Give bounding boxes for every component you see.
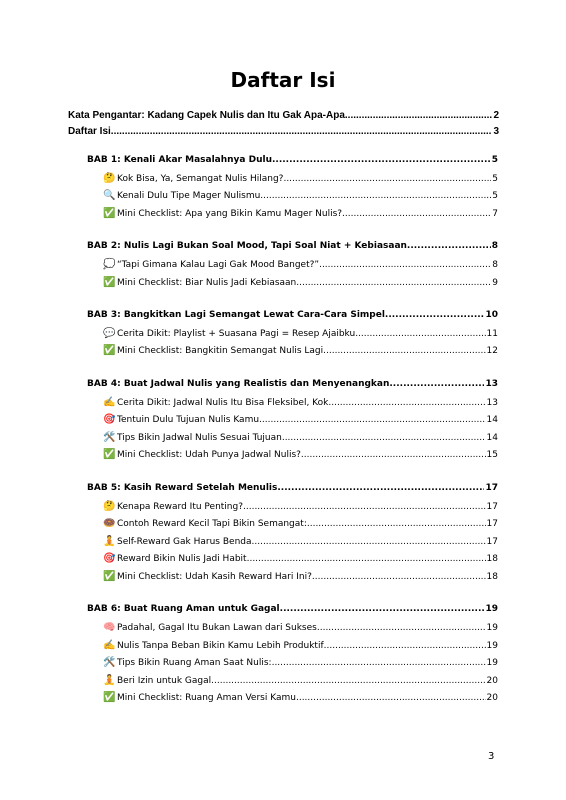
entry-page-number: 3 [493, 126, 499, 137]
entry-label: BAB 4: Buat Jadwal Nulis yang Realistis dan Menyenangkan [87, 378, 390, 389]
entry-page-number: 12 [486, 346, 498, 357]
entry-label: Daftar Isi [68, 126, 111, 137]
entry-label: Tentuin Dulu Tujuan Nulis Kamu [117, 415, 260, 426]
dot-leader [272, 152, 491, 170]
entry-icon: ✅ [103, 207, 116, 219]
dot-leader [280, 601, 485, 619]
entry-label: Tips Bikin Ruang Aman Saat Nulis: [117, 658, 272, 669]
page-number: 3 [488, 751, 495, 762]
entry-page-number: 5 [492, 173, 498, 184]
dot-leader [301, 447, 486, 464]
entry-page-number: 8 [491, 241, 498, 252]
dot-leader [243, 499, 486, 516]
chapter-subentry[interactable] [87, 498, 498, 516]
dot-leader [252, 534, 486, 551]
dot-leader [260, 188, 491, 205]
chapter-subentry[interactable] [87, 637, 498, 655]
entry-icon: 🤔 [103, 500, 116, 512]
dot-leader [312, 569, 486, 586]
dot-leader [282, 430, 486, 447]
entry-label: Self-Reward Gak Harus Benda [117, 536, 252, 547]
entry-label: BAB 6: Buat Ruang Aman untuk Gagal [87, 604, 280, 615]
chapter-subentry[interactable] [87, 429, 498, 447]
entry-page-number: 18 [486, 554, 498, 565]
dot-leader [317, 620, 486, 637]
chapter-list [87, 152, 498, 723]
entry-icon: ✅ [103, 449, 116, 461]
entry-page-number: 7 [492, 208, 498, 219]
dot-leader [247, 551, 486, 568]
entry-label: Mini Checklist: Udah Kasih Reward Hari Ini? [117, 571, 312, 582]
entry-label: Mini Checklist: Biar Nulis Jadi Kebiasaan [117, 277, 297, 288]
chapter-block [87, 152, 498, 222]
chapter-subentry[interactable] [87, 394, 498, 412]
chapter-subentry[interactable] [87, 411, 498, 429]
toc-front-entry[interactable] [68, 108, 499, 124]
chapter-subentry[interactable] [87, 533, 498, 551]
chapter-subentry[interactable] [87, 274, 498, 292]
entry-icon: ✅ [103, 345, 116, 357]
dot-leader [355, 326, 485, 343]
front-matter-list [68, 108, 499, 140]
entry-page-number: 11 [486, 328, 498, 339]
entry-icon: 🍩 [103, 518, 116, 530]
chapter-heading[interactable] [87, 152, 498, 170]
entry-label: Nulis Tanpa Beban Bikin Kamu Lebih Produktif [117, 640, 324, 651]
dot-leader [277, 480, 484, 498]
entry-page-number: 2 [493, 110, 499, 121]
dot-leader [345, 108, 493, 124]
chapter-subentry[interactable] [87, 689, 498, 707]
entry-icon: 🎯 [103, 414, 116, 426]
entry-label: Kok Bisa, Ya, Semangat Nulis Hilang? [117, 173, 284, 184]
chapter-heading[interactable] [87, 238, 498, 256]
entry-label: Beri Izin untuk Gagal [117, 675, 212, 686]
dot-leader [385, 307, 485, 325]
entry-page-number: 15 [486, 450, 498, 461]
dot-leader [283, 171, 491, 188]
dot-leader [407, 238, 491, 256]
entry-page-number: 14 [486, 432, 498, 443]
entry-label: BAB 3: Bangkitkan Lagi Semangat Lewat Cara-Cara Simpel [87, 310, 385, 321]
dot-leader [307, 516, 486, 533]
entry-page-number: 19 [485, 604, 498, 615]
dot-leader [259, 412, 486, 429]
entry-label: “Tapi Gimana Kalau Lagi Gak Mood Banget?” [117, 259, 320, 270]
entry-page-number: 5 [491, 155, 498, 165]
chapter-subentry[interactable] [87, 256, 498, 274]
entry-icon: ✅ [103, 570, 116, 582]
dot-leader [328, 395, 485, 412]
entry-page-number: 20 [486, 675, 498, 686]
dot-leader [323, 343, 485, 360]
chapter-subentry[interactable] [87, 205, 498, 223]
chapter-subentry[interactable] [87, 654, 498, 672]
entry-icon: ✅ [103, 276, 116, 288]
dot-leader [319, 257, 491, 274]
chapter-heading[interactable] [87, 307, 498, 325]
entry-label: Mini Checklist: Apa yang Bikin Kamu Mager Nulis? [117, 208, 343, 219]
dot-leader [324, 638, 486, 655]
chapter-heading[interactable] [87, 601, 498, 619]
entry-label: Cerita Dikit: Jadwal Nulis Itu Bisa Fleksibel, Kok [117, 397, 329, 408]
entry-icon: 🛠️ [103, 431, 116, 443]
chapter-block [87, 480, 498, 586]
chapter-block [87, 307, 498, 360]
dot-leader [211, 673, 485, 690]
entry-page-number: 18 [486, 571, 498, 582]
entry-page-number: 14 [486, 415, 498, 426]
entry-label: Mini Checklist: Udah Punya Jadwal Nulis? [117, 450, 301, 461]
chapter-subentry[interactable] [87, 619, 498, 637]
chapter-subentry[interactable] [87, 515, 498, 533]
entry-icon: 💭 [103, 258, 116, 270]
entry-page-number: 17 [486, 536, 498, 547]
entry-page-number: 17 [486, 501, 498, 512]
entry-page-number: 19 [486, 623, 498, 634]
dot-leader [342, 206, 491, 223]
entry-icon: ✅ [103, 692, 116, 704]
entry-page-number: 10 [485, 310, 498, 321]
chapter-subentry[interactable] [87, 325, 498, 343]
entry-label: BAB 5: Kasih Reward Setelah Menulis [87, 482, 278, 493]
entry-page-number: 5 [492, 191, 498, 202]
entry-icon: 🤔 [103, 172, 116, 184]
entry-page-number: 17 [485, 482, 498, 493]
entry-label: Contoh Reward Kecil Tapi Bikin Semangat: [117, 519, 307, 530]
entry-label: Kata Pengantar: Kadang Capek Nulis dan Itu Gak Apa-Apa [68, 110, 345, 121]
entry-page-number: 17 [486, 519, 498, 530]
chapter-block [87, 376, 498, 464]
chapter-subentry[interactable] [87, 170, 498, 188]
entry-label: Cerita Dikit: Playlist + Suasana Pagi = Resep Ajaibku [117, 328, 356, 339]
entry-icon: 💬 [103, 327, 116, 339]
entry-label: Tips Bikin Jadwal Nulis Sesuai Tujuan [117, 432, 282, 443]
chapter-subentry[interactable] [87, 446, 498, 464]
entry-label: BAB 1: Kenali Akar Masalahnya Dulu [87, 155, 272, 165]
entry-label: BAB 2: Nulis Lagi Bukan Soal Mood, Tapi Soal Niat + Kebiasaan [87, 241, 407, 252]
entry-label: Mini Checklist: Ruang Aman Versi Kamu [117, 693, 296, 704]
entry-page-number: 20 [486, 693, 498, 704]
chapter-subentry[interactable] [87, 672, 498, 690]
chapter-block [87, 238, 498, 291]
chapter-block [87, 601, 498, 707]
entry-icon: 🎯 [103, 553, 116, 565]
entry-icon: ✍️ [103, 639, 116, 651]
entry-page-number: 13 [485, 378, 498, 389]
entry-page-number: 19 [486, 640, 498, 651]
entry-page-number: 13 [486, 397, 498, 408]
entry-page-number: 19 [486, 658, 498, 669]
chapter-subentry[interactable] [87, 550, 498, 568]
entry-icon: ✍️ [103, 396, 116, 408]
entry-label: Mini Checklist: Bangkitin Semangat Nulis Lagi [117, 346, 324, 357]
entry-icon: 🧘 [103, 674, 116, 686]
chapter-subentry[interactable] [87, 568, 498, 586]
chapter-subentry[interactable] [87, 187, 498, 205]
dot-leader [296, 275, 491, 292]
dot-leader [272, 655, 486, 672]
entry-label: Kenapa Reward Itu Penting? [117, 501, 243, 512]
entry-icon: 🧘 [103, 535, 116, 547]
entry-page-number: 9 [492, 277, 498, 288]
entry-icon: 🛠️ [103, 657, 116, 669]
dot-leader [111, 124, 493, 140]
dot-leader [296, 690, 486, 707]
entry-icon: 🔍 [103, 190, 116, 202]
chapter-heading[interactable] [87, 376, 498, 394]
entry-page-number: 8 [492, 259, 498, 270]
chapter-subentry[interactable] [87, 342, 498, 360]
dot-leader [389, 376, 484, 394]
entry-label: Padahal, Gagal Itu Bukan Lawan dari Sukses [117, 623, 317, 634]
page-title: Daftar Isi [230, 68, 336, 92]
entry-label: Kenali Dulu Tipe Mager Nulismu [117, 191, 261, 202]
entry-icon: 🧠 [103, 622, 116, 634]
toc-front-entry[interactable] [68, 124, 499, 140]
chapter-heading[interactable] [87, 480, 498, 498]
entry-label: Reward Bikin Nulis Jadi Habit [117, 554, 247, 565]
